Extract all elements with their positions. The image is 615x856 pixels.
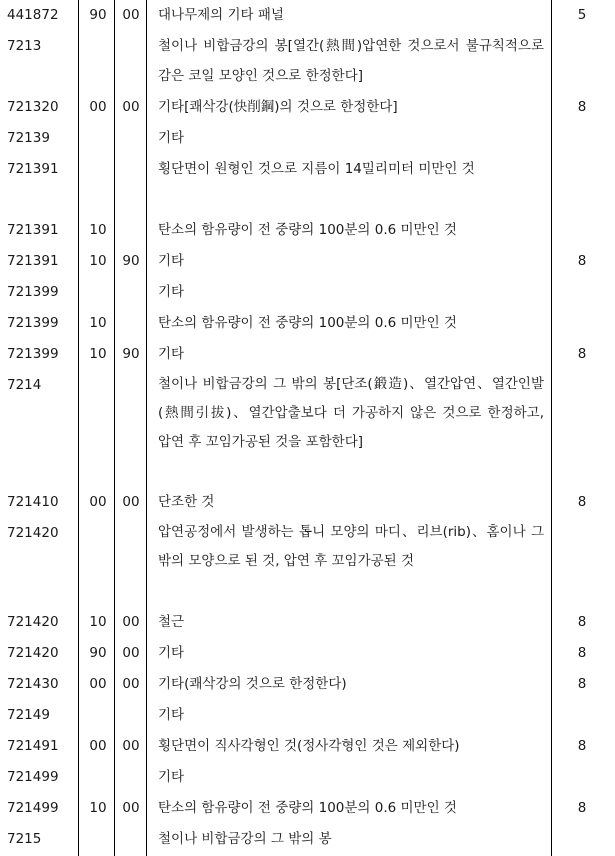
code-cell: 7215: [7, 831, 42, 847]
subcode-cell: 10: [89, 346, 107, 362]
code-cell: 721420: [7, 645, 59, 661]
code-cell: 72149: [7, 707, 50, 723]
subcode-cell: 10: [89, 222, 107, 238]
table-row: [0, 793, 615, 823]
subcode-cell: 00: [122, 800, 140, 816]
subcode-cell: 90: [89, 7, 107, 23]
code-cell: 721491: [7, 738, 59, 754]
rate-cell: 8: [577, 99, 587, 115]
description-cell: 탄소의 함유량이 전 중량의 100분의 0.6 미만인 것: [158, 315, 457, 331]
code-cell: 72139: [7, 130, 50, 146]
description-cell: 탄소의 함유량이 전 중량의 100분의 0.6 미만인 것: [158, 222, 457, 238]
description-cell: 횡단면이 직사각형인 것(정사각형인 것은 제외한다): [158, 738, 460, 754]
table-row: [0, 370, 615, 486]
description-cell: 철이나 비합금강의 그 밖의 봉[단조(鍛造)、열간압연、열간인발(熱間引拔)、열간압출보다 더 가공하지 않은 것으로 한정하고, 압연 후 꼬임가공된 것을 포함한다]: [158, 376, 544, 450]
table-row: [0, 762, 615, 792]
code-cell: 721391: [7, 161, 59, 177]
description-cell: 기타: [158, 707, 185, 723]
description-cell: 기타(쾌삭강의 것으로 한정한다): [158, 676, 347, 692]
code-cell: 721499: [7, 769, 59, 785]
subcode-cell: 10: [89, 800, 107, 816]
table-row: [0, 607, 615, 637]
subcode-cell: 00: [122, 7, 140, 23]
rate-cell: 8: [577, 253, 587, 269]
subcode-cell: 00: [122, 645, 140, 661]
code-cell: 721399: [7, 315, 59, 331]
description-cell: 기타[쾌삭강(快削鋼)의 것으로 한정한다]: [158, 99, 398, 115]
table-row: [0, 824, 615, 854]
table-row: [0, 92, 615, 122]
description-cell: 횡단면이 원형인 것으로 지름이 14밀리미터 미만인 것: [158, 161, 475, 177]
description-cell: 압연공정에서 발생하는 톱니 모양의 마디、리브(rib)、홈이나 그 밖의 모양으로 된 것, 압연 후 꼬임가공된 것: [158, 524, 544, 569]
description-cell: 탄소의 함유량이 전 중량의 100분의 0.6 미만인 것: [158, 800, 457, 816]
code-cell: 721320: [7, 99, 59, 115]
table-row: [0, 700, 615, 730]
subcode-cell: 10: [89, 614, 107, 630]
subcode-cell: 10: [89, 253, 107, 269]
subcode-cell: 00: [122, 494, 140, 510]
code-cell: 721499: [7, 800, 59, 816]
subcode-cell: 00: [89, 738, 107, 754]
subcode-cell: 00: [122, 614, 140, 630]
table-row: [0, 339, 615, 369]
code-cell: 721430: [7, 676, 59, 692]
rate-cell: 8: [577, 645, 587, 661]
description-cell: 기타: [158, 346, 185, 362]
table-row: [0, 246, 615, 276]
subcode-cell: 90: [89, 645, 107, 661]
code-cell: 721391: [7, 253, 59, 269]
subcode-cell: 00: [89, 676, 107, 692]
subcode-cell: 00: [122, 676, 140, 692]
table-row: [0, 308, 615, 338]
description-cell: 기타: [158, 645, 185, 661]
rate-cell: 5: [577, 7, 587, 23]
subcode-cell: 00: [89, 494, 107, 510]
code-cell: 441872: [7, 7, 59, 23]
table-row: [0, 731, 615, 761]
description-cell: 기타: [158, 284, 185, 300]
table-row: [0, 638, 615, 668]
rate-cell: 8: [577, 800, 587, 816]
description-cell: 철이나 비합금강의 봉[열간(熱間)압연한 것으로서 불규칙적으로 감은 코일 모양인 것으로 한정한다]: [158, 38, 544, 84]
subcode-cell: 10: [89, 315, 107, 331]
description-cell: 철이나 비합금강의 그 밖의 봉: [158, 831, 332, 847]
table-row: [0, 215, 615, 245]
code-cell: 721399: [7, 346, 59, 362]
code-cell: 721420: [7, 525, 59, 541]
code-cell: 721399: [7, 284, 59, 300]
subcode-cell: 90: [122, 346, 140, 362]
code-cell: 721420: [7, 614, 59, 630]
subcode-cell: 00: [122, 738, 140, 754]
subcode-cell: 00: [89, 99, 107, 115]
table-row: [0, 669, 615, 699]
code-cell: 7213: [7, 38, 42, 54]
description-cell: 단조한 것: [158, 494, 215, 510]
rate-cell: 8: [577, 676, 587, 692]
description-cell: 기타: [158, 253, 185, 269]
rate-cell: 8: [577, 494, 587, 510]
subcode-cell: 00: [122, 99, 140, 115]
code-cell: 721391: [7, 222, 59, 238]
description-cell: 대나무제의 기타 패널: [158, 7, 284, 23]
table-row: [0, 518, 615, 606]
table-row: [0, 123, 615, 153]
table-row: [0, 0, 615, 30]
code-cell: 7214: [7, 377, 42, 393]
table-row: [0, 487, 615, 517]
description-cell: 기타: [158, 769, 185, 785]
rate-cell: 8: [577, 346, 587, 362]
rate-cell: 8: [577, 738, 587, 754]
code-cell: 721410: [7, 494, 59, 510]
table-row: [0, 31, 615, 91]
description-cell: 기타: [158, 130, 185, 146]
rate-cell: 8: [577, 614, 587, 630]
description-cell: 철근: [158, 614, 185, 630]
table-row: [0, 154, 615, 214]
subcode-cell: 90: [122, 253, 140, 269]
table-row: [0, 277, 615, 307]
